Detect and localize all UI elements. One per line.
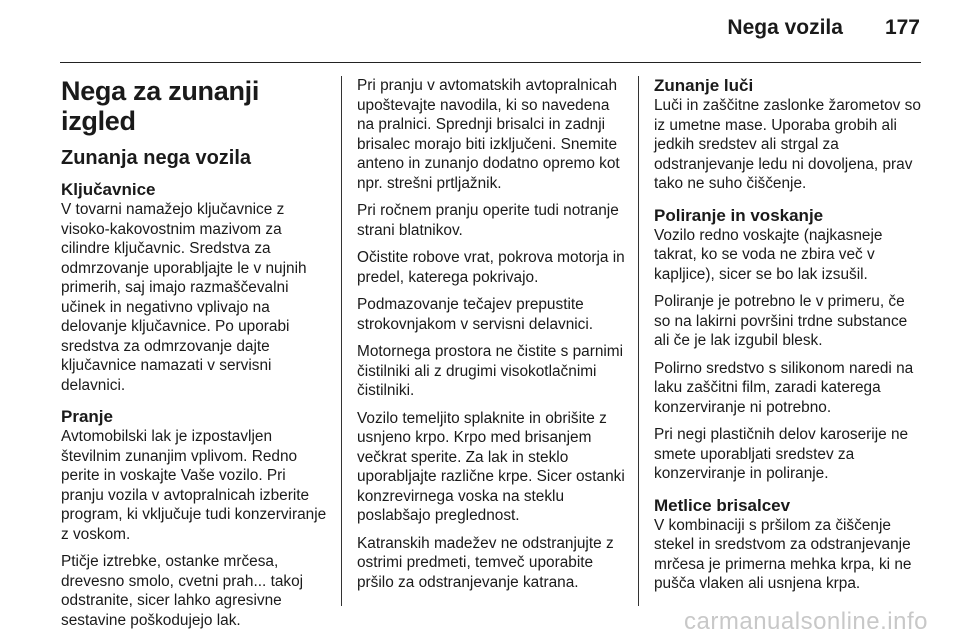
section-exterior-lights (654, 76, 922, 194)
paragraph: Avtomobilski lak je izpostavljen številnim zunanjim vplivom. Redno perite in voskajte Vaše vozilo. Pri pranju vozila v avtopralnicah izberite program, ki vključuje tudi konzerviranje z voskom. (61, 428, 327, 543)
column-1 (61, 76, 329, 642)
paragraph: Očistite robove vrat, pokrova motorja in predel, katerega pokrivajo. (357, 249, 625, 286)
section-subtitle: Zunanja nega vozila (61, 147, 252, 169)
paragraph: Pri ročnem pranju operite tudi notranje strani blatnikov. (357, 202, 619, 239)
column-divider-1 (341, 76, 342, 606)
section-wiper-blades (654, 496, 922, 594)
paragraph: V kombinaciji s pršilom za čiščenje stekel in sredstvom za odstranjevanje mrčesa je primerna mehka krpa, ki ne pušča vlaken ali usnjena krpa. (654, 516, 912, 592)
paragraph: V tovarni namažejo ključavnice z visoko-kakovostnim mazivom za cilindre ključavnic. Sredstva za odmrzovanje uporabljajte le v nujnih primerih, saj imajo razmaščevalni učinek in negativno vplivajo na delovanje ključavnice. Po uporabi sredstva za odmrzovanje dajte ključavnice namazati v servisni delavnici. (61, 201, 307, 394)
column-3 (654, 76, 922, 606)
paragraph: Pri pranju v avtomatskih avtopralnicah upoštevajte navodila, ki so navedena na pralnici. Sprednji brisalci in zadnji brisalec morajo biti izključeni. Snemite anteno in zunanjo dodatno opremo kot npr. strešni prtljažnik. (357, 77, 620, 192)
section-heading: Ključavnice (61, 180, 156, 199)
section-heading: Poliranje in voskanje (654, 205, 824, 225)
paragraph: Vozilo temeljito splaknite in obrišite z usnjeno krpo. Krpo med brisanjem večkrat sperite. Za lak in steklo uporabljajte različne krpe. Sicer ostanki konzrevirnega voska na steklu poslabšajo preglednost. (357, 409, 625, 524)
paragraph: Polirno sredstvo s silikonom naredi na laku zaščitni film, zaradi katerega konzerviranje ni potrebno. (654, 359, 914, 416)
section-locks (61, 180, 329, 395)
page-header (727, 16, 920, 40)
paragraph: Vozilo redno voskajte (najkasneje takrat, ko se voda ne zbira več v kapljice), sicer se bo lak izsušil. (654, 226, 883, 283)
page-number: 177 (884, 16, 920, 39)
paragraph: Pri negi plastičnih delov karoserije ne smete uporabljati sredstev za konzerviranje in poliranje. (654, 426, 909, 482)
column-divider-2 (638, 76, 639, 606)
section-polishing (654, 206, 922, 484)
column-2 (357, 76, 625, 600)
section-heading: Metlice brisalcev (654, 495, 791, 515)
section-title: Nega vozila (727, 16, 843, 39)
paragraph: Katranskih madežev ne odstranjujte z ostrimi predmeti, temveč uporabite pršilo za odstranjevanje katrana. (357, 534, 614, 591)
section-washing (61, 407, 329, 630)
header-rule (60, 62, 921, 63)
paragraph: Poliranje je potrebno le v primeru, če so na lakirni površini trdne substance ali če je lak izgubil blesk. (654, 293, 908, 349)
paragraph: Ptičje iztrebke, ostanke mrčesa, drevesno smolo, cvetni prah... takoj odstranite, sicer lahko agresivne sestavine poškodujejo lak. (61, 553, 304, 629)
paragraph: Podmazovanje tečajev prepustite strokovnjakom v servisni delavnici. (357, 296, 594, 333)
watermark: carmanualsonline.info (684, 608, 928, 635)
page-title: Nega za zunanji izgled (61, 76, 260, 136)
section-heading: Pranje (61, 407, 113, 426)
paragraph: Motornega prostora ne čistite s parnimi čistilniki ali z drugimi visokotlačnimi čistilniki. (357, 343, 624, 399)
paragraph: Luči in zaščitne zaslonke žarometov so iz umetne mase. Uporaba grobih ali jedkih sredstev ali strgal za odstranjevanje ledu ni dovoljena, prav tako ne suho čiščenje. (654, 97, 921, 192)
section-heading: Zunanje luči (654, 76, 754, 95)
